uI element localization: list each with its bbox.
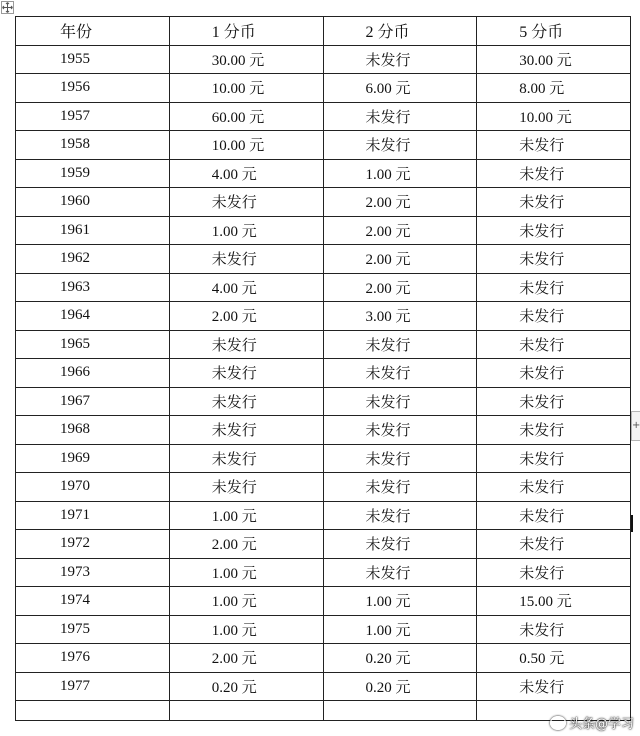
table-body [16,45,631,721]
cell-2fen[interactable]: 未发行 [323,473,477,502]
table-row-cutoff [16,701,631,721]
cell-2fen[interactable]: 0.20 元 [323,672,477,701]
cell-1fen[interactable]: 1.00 元 [169,615,323,644]
cell-2fen[interactable]: 3.00 元 [323,302,477,331]
cell-1fen[interactable]: 未发行 [169,387,323,416]
cell-2fen[interactable]: 未发行 [323,501,477,530]
cell-2fen[interactable]: 未发行 [323,330,477,359]
header-2fen[interactable]: 2 分币 [323,17,477,46]
cell-2fen[interactable]: 未发行 [323,359,477,388]
table-row [16,302,631,331]
table-header-row [16,17,631,46]
table-row [16,131,631,160]
cell-5fen[interactable]: 未发行 [477,615,631,644]
table-cell-empty[interactable] [16,701,170,721]
cell-year[interactable]: 1969 [16,444,170,473]
cell-year[interactable]: 1956 [16,74,170,103]
cell-year[interactable]: 1975 [16,615,170,644]
cell-2fen[interactable]: 2.00 元 [323,188,477,217]
cell-1fen[interactable]: 1.00 元 [169,216,323,245]
cell-2fen[interactable]: 1.00 元 [323,587,477,616]
table-row [16,74,631,103]
coin-value-table-wrapper [15,16,630,721]
cell-year[interactable]: 1968 [16,416,170,445]
cell-5fen[interactable]: 未发行 [477,273,631,302]
cell-5fen[interactable]: 未发行 [477,302,631,331]
cell-2fen[interactable]: 0.20 元 [323,644,477,673]
cell-5fen[interactable]: 未发行 [477,530,631,559]
cell-year[interactable]: 1976 [16,644,170,673]
table-row [16,473,631,502]
cell-2fen[interactable]: 2.00 元 [323,245,477,274]
cell-5fen[interactable]: 未发行 [477,131,631,160]
cell-5fen[interactable]: 未发行 [477,444,631,473]
cell-2fen[interactable]: 2.00 元 [323,216,477,245]
cell-1fen[interactable]: 未发行 [169,444,323,473]
cell-1fen[interactable]: 4.00 元 [169,159,323,188]
cell-5fen[interactable]: 未发行 [477,558,631,587]
header-5fen[interactable]: 5 分币 [477,17,631,46]
cell-1fen[interactable]: 10.00 元 [169,74,323,103]
cell-1fen[interactable]: 未发行 [169,416,323,445]
cell-1fen[interactable]: 未发行 [169,188,323,217]
header-year[interactable]: 年份 [16,17,170,46]
cell-year[interactable]: 1963 [16,273,170,302]
table-cell-empty[interactable] [169,701,323,721]
cell-1fen[interactable]: 未发行 [169,473,323,502]
cell-5fen[interactable]: 未发行 [477,387,631,416]
table-row [16,501,631,530]
cell-2fen[interactable]: 未发行 [323,131,477,160]
table-row [16,615,631,644]
header-1fen[interactable]: 1 分币 [169,17,323,46]
cell-5fen[interactable]: 10.00 元 [477,102,631,131]
cell-2fen[interactable]: 未发行 [323,102,477,131]
cell-year[interactable]: 1972 [16,530,170,559]
cell-2fen[interactable]: 未发行 [323,558,477,587]
table-row [16,102,631,131]
watermark-text: 头条@学习 [568,717,634,732]
cell-year[interactable]: 1971 [16,501,170,530]
table-row [16,359,631,388]
cell-5fen[interactable]: 未发行 [477,359,631,388]
table-row [16,273,631,302]
table-row [16,330,631,359]
cell-1fen[interactable]: 未发行 [169,245,323,274]
cell-year[interactable]: 1966 [16,359,170,388]
table-row [16,558,631,587]
table-row [16,644,631,673]
text-cursor [631,515,633,532]
cell-year[interactable]: 1977 [16,672,170,701]
cell-2fen[interactable]: 2.00 元 [323,273,477,302]
cell-1fen[interactable]: 0.20 元 [169,672,323,701]
cell-1fen[interactable]: 4.00 元 [169,273,323,302]
cell-year[interactable]: 1955 [16,45,170,74]
cell-1fen[interactable]: 2.00 元 [169,644,323,673]
cell-1fen[interactable]: 10.00 元 [169,131,323,160]
watermark [550,713,634,732]
cell-1fen[interactable]: 30.00 元 [169,45,323,74]
coin-value-table [15,16,631,721]
cell-1fen[interactable]: 1.00 元 [169,501,323,530]
watermark-logo-icon [550,716,566,730]
table-row [16,188,631,217]
cell-5fen[interactable]: 未发行 [477,501,631,530]
table-row [16,672,631,701]
table-row [16,416,631,445]
cell-year[interactable]: 1964 [16,302,170,331]
cell-year[interactable]: 1961 [16,216,170,245]
cell-1fen[interactable]: 1.00 元 [169,587,323,616]
cell-5fen[interactable]: 未发行 [477,416,631,445]
cell-5fen[interactable]: 30.00 元 [477,45,631,74]
cell-1fen[interactable]: 2.00 元 [169,302,323,331]
cell-2fen[interactable]: 6.00 元 [323,74,477,103]
cell-2fen[interactable]: 未发行 [323,530,477,559]
cell-2fen[interactable]: 未发行 [323,45,477,74]
cell-5fen[interactable]: 未发行 [477,330,631,359]
table-row [16,387,631,416]
cell-2fen[interactable]: 未发行 [323,416,477,445]
cell-1fen[interactable]: 2.00 元 [169,530,323,559]
cell-5fen[interactable]: 未发行 [477,672,631,701]
cell-5fen[interactable]: 8.00 元 [477,74,631,103]
table-resize-plus-icon[interactable]: + [631,411,640,441]
table-row [16,45,631,74]
cell-year[interactable]: 1965 [16,330,170,359]
table-row [16,159,631,188]
cell-year[interactable]: 1973 [16,558,170,587]
cell-2fen[interactable]: 1.00 元 [323,615,477,644]
table-row [16,444,631,473]
table-row [16,587,631,616]
cell-1fen[interactable]: 未发行 [169,330,323,359]
cell-year[interactable]: 1960 [16,188,170,217]
cell-5fen[interactable]: 0.50 元 [477,644,631,673]
cell-5fen[interactable]: 15.00 元 [477,587,631,616]
cell-5fen[interactable]: 未发行 [477,188,631,217]
cell-year[interactable]: 1957 [16,102,170,131]
cell-5fen[interactable]: 未发行 [477,473,631,502]
cell-year[interactable]: 1958 [16,131,170,160]
cell-5fen[interactable]: 未发行 [477,216,631,245]
table-row [16,216,631,245]
cell-year[interactable]: 1974 [16,587,170,616]
table-row [16,530,631,559]
cell-2fen[interactable]: 未发行 [323,387,477,416]
cell-5fen[interactable]: 未发行 [477,245,631,274]
cell-5fen[interactable]: 未发行 [477,159,631,188]
cell-year[interactable]: 1967 [16,387,170,416]
cell-1fen[interactable]: 未发行 [169,359,323,388]
cell-1fen[interactable]: 1.00 元 [169,558,323,587]
cell-year[interactable]: 1970 [16,473,170,502]
cell-2fen[interactable]: 未发行 [323,444,477,473]
table-row [16,245,631,274]
cell-1fen[interactable]: 60.00 元 [169,102,323,131]
table-cell-empty[interactable] [323,701,477,721]
cell-2fen[interactable]: 1.00 元 [323,159,477,188]
cell-year[interactable]: 1959 [16,159,170,188]
table-move-handle-icon[interactable] [1,1,14,14]
cell-year[interactable]: 1962 [16,245,170,274]
